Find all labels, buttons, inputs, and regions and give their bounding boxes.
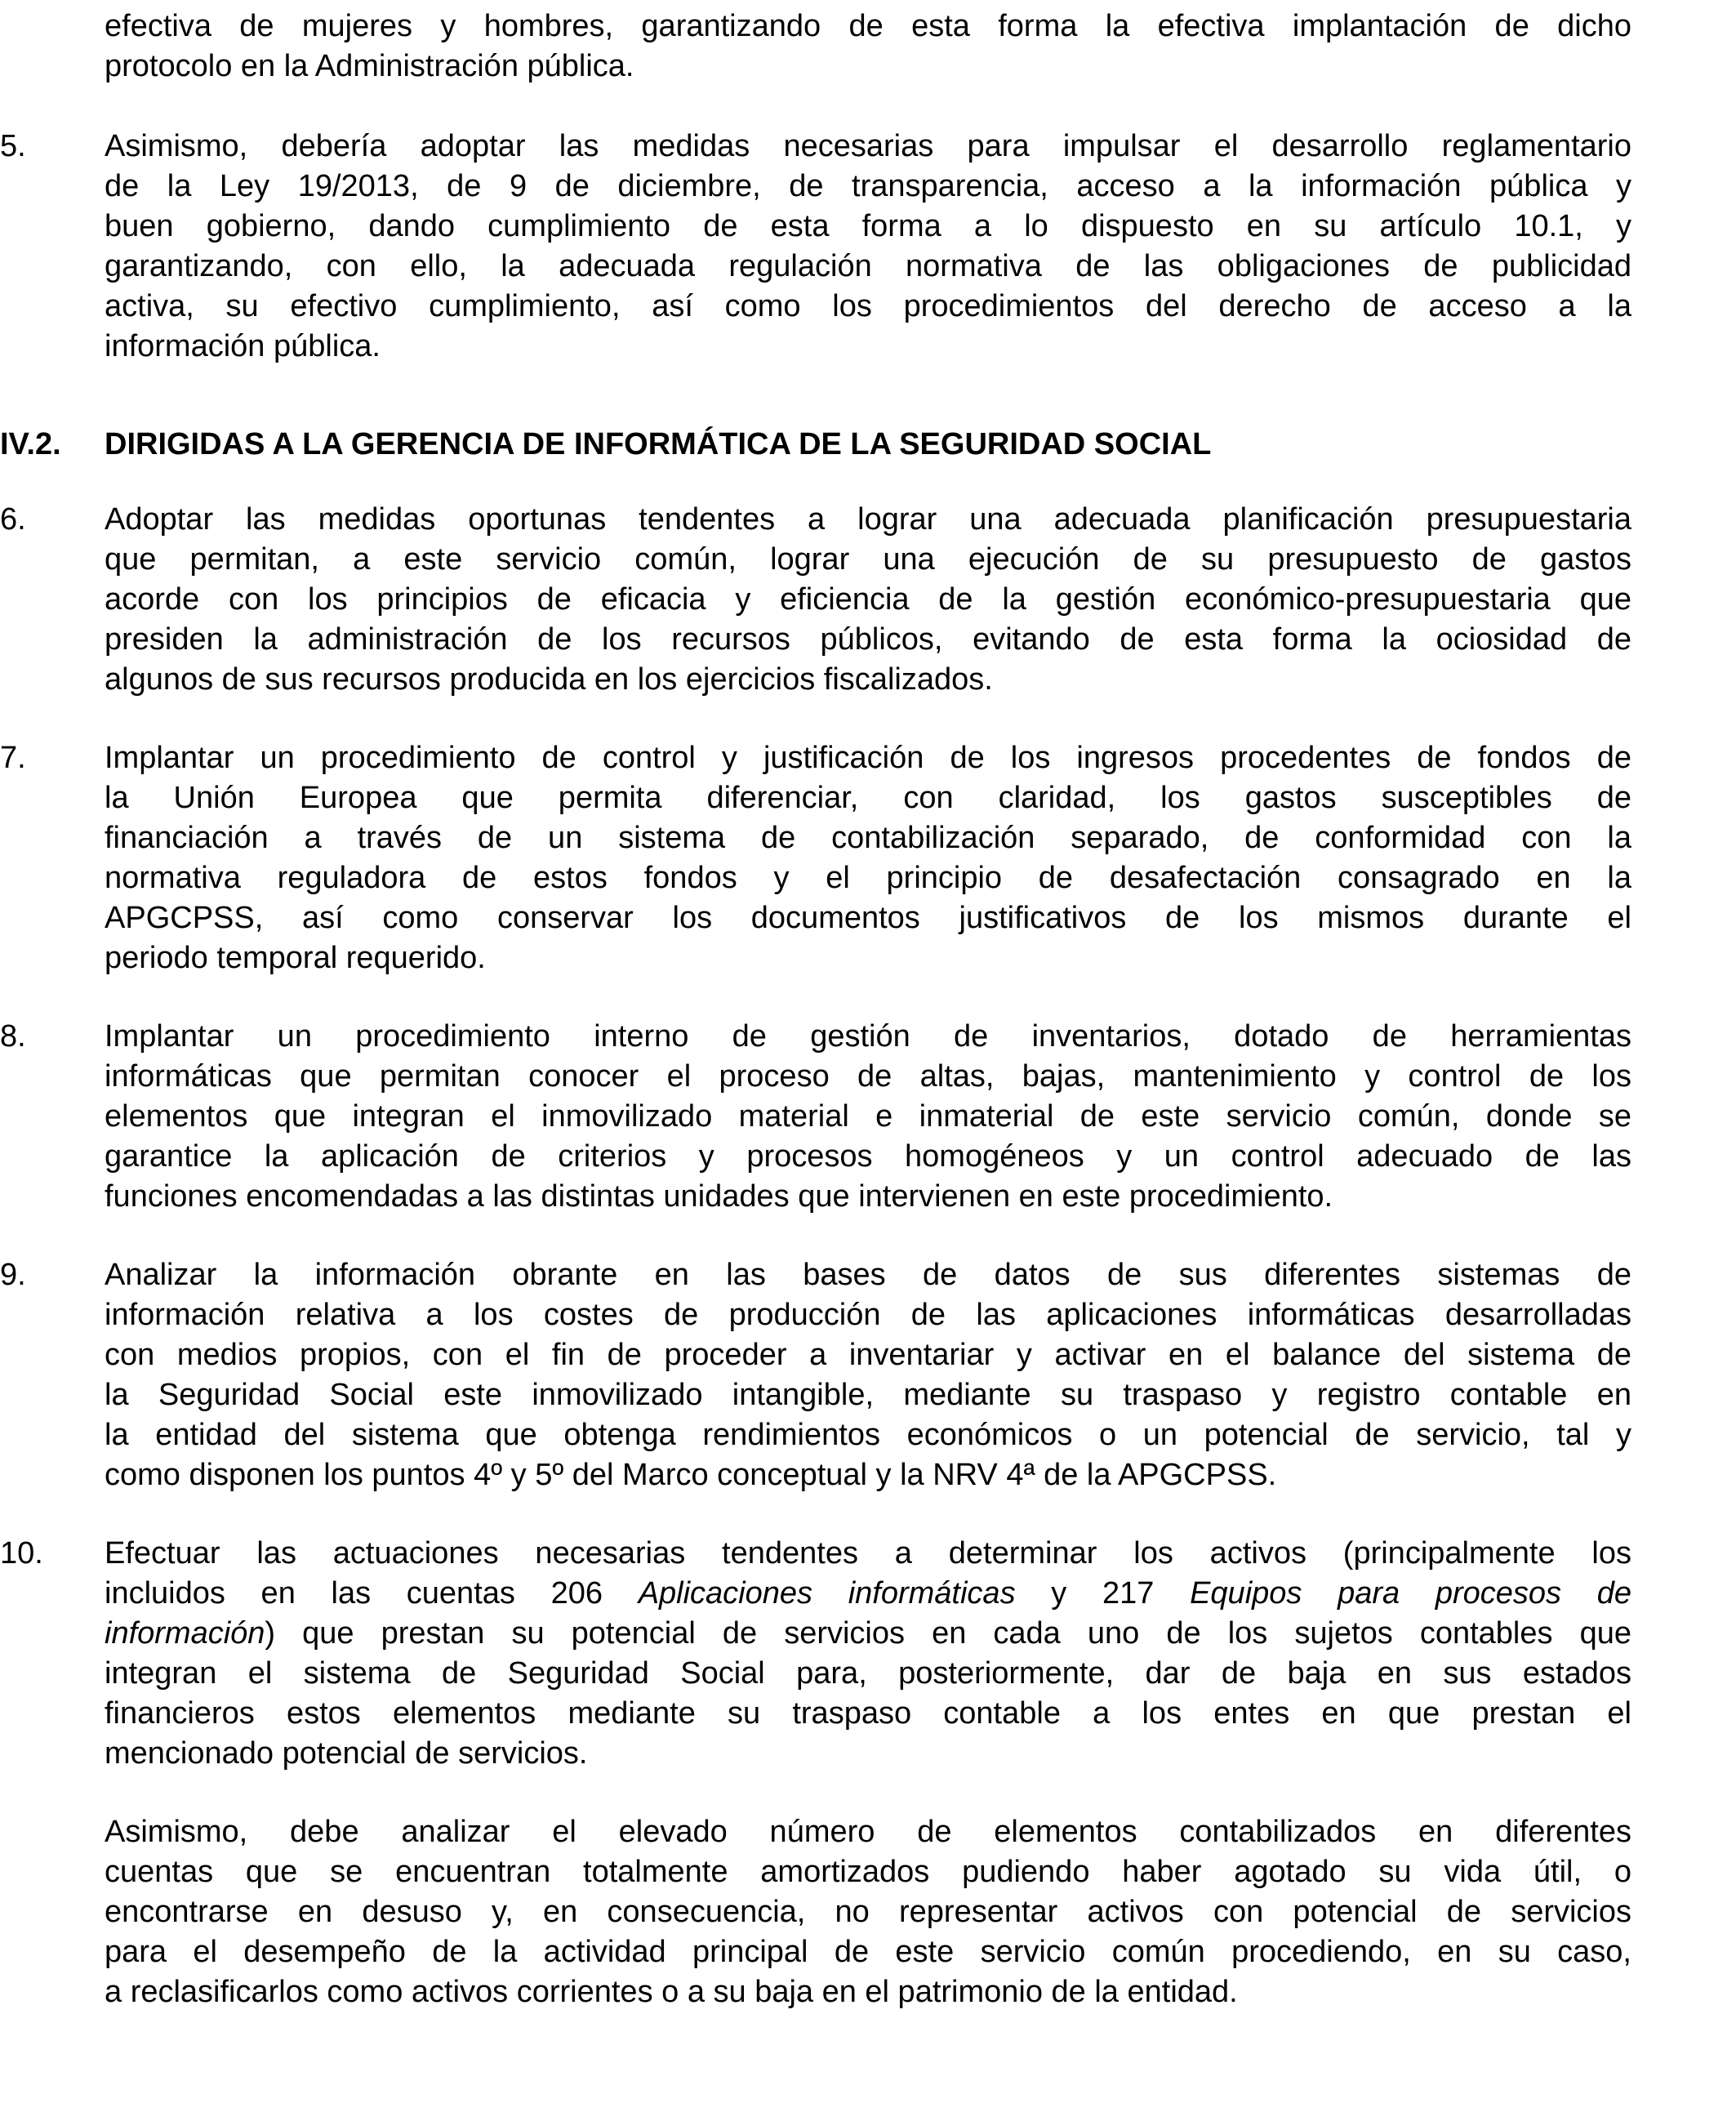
text-line: de la Ley 19/2013, de 9 de diciembre, de transparencia, acceso a la información pública y	[105, 169, 1631, 203]
section-heading	[0, 425, 1211, 465]
text-line: Asimismo, debería adoptar las medidas necesarias para impulsar el desarrollo reglamentario	[105, 129, 1631, 163]
text-line: para el desempeño de la actividad principal de este servicio común procediendo, en su caso,	[105, 1935, 1631, 1969]
paragraph-text	[105, 1017, 1631, 1217]
text-line: a reclasificarlos como activos corrientes o a su baja en el patrimonio de la entidad.	[105, 1975, 1238, 2009]
text-line: informáticas que permitan conocer el proceso de altas, bajas, mantenimiento y control de los	[105, 1059, 1631, 1094]
recommendation-5	[0, 127, 1631, 367]
text-line: encontrarse en desuso y, en consecuencia, no representar activos con potencial de servicios	[105, 1895, 1631, 1929]
text-line: funciones encomendadas a las distintas unidades que intervienen en este procedimiento.	[105, 1179, 1333, 1214]
item-number: 5.	[0, 129, 26, 163]
text-line: como disponen los puntos 4º y 5º del Marco conceptual y la NRV 4ª de la APGCPSS.	[105, 1458, 1277, 1492]
text-line: acorde con los principios de eficacia y eficiencia de la gestión económico-presupuestaria que	[105, 582, 1631, 617]
text-line-with-italics	[105, 1574, 1631, 1614]
text-line: Adoptar las medidas oportunas tendentes a lograr una adecuada planificación presupuestaria	[105, 502, 1631, 537]
text-line: algunos de sus recursos producida en los ejercicios fiscalizados.	[105, 662, 993, 697]
text-line: Efectuar las actuaciones necesarias tendentes a determinar los activos (principalmente los	[105, 1536, 1631, 1571]
paragraph-text	[105, 738, 1631, 978]
recommendation-7	[0, 738, 1631, 978]
text-line: protocolo en la Administración pública.	[105, 49, 634, 83]
text-line: garantizando, con ello, la adecuada regulación normativa de las obligaciones de publicidad	[105, 249, 1631, 283]
text-line: información pública.	[105, 329, 381, 363]
text-line: APGCPSS, así como conservar los documentos justificativos de los mismos durante el	[105, 901, 1631, 935]
text-line: con medios propios, con el fin de proceder a inventariar y activar en el balance del sistema de	[105, 1338, 1631, 1372]
text-line: Implantar un procedimiento de control y justificación de los ingresos procedentes de fondos de	[105, 741, 1631, 775]
paragraph-text	[105, 127, 1631, 367]
text-line: activa, su efectivo cumplimiento, así como los procedimientos del derecho de acceso a la	[105, 289, 1631, 323]
paragraph-text	[105, 7, 1631, 87]
paragraph-text	[105, 1812, 1631, 2012]
text-line: financiación a través de un sistema de contabilización separado, de conformidad con la	[105, 821, 1631, 855]
text-line: financieros estos elementos mediante su traspaso contable a los entes en que prestan el	[105, 1696, 1631, 1731]
text-line: efectiva de mujeres y hombres, garantizando de esta forma la efectiva implantación de dicho	[105, 9, 1631, 43]
item-number: 8.	[0, 1019, 26, 1054]
text-line: que permitan, a este servicio común, lograr una ejecución de su presupuesto de gastos	[105, 542, 1631, 577]
text-line: mencionado potencial de servicios.	[105, 1736, 588, 1771]
text-line: Analizar la información obrante en las bases de datos de sus diferentes sistemas de	[105, 1258, 1631, 1292]
text-line: la Seguridad Social este inmovilizado intangible, mediante su traspaso y registro contable en	[105, 1378, 1631, 1412]
text-line: garantice la aplicación de criterios y procesos homogéneos y un control adecuado de las	[105, 1139, 1631, 1174]
text-line: Asimismo, debe analizar el elevado número de elementos contabilizados en diferentes	[105, 1815, 1631, 1849]
text-line: presiden la administración de los recursos públicos, evitando de esta forma la ociosidad de	[105, 622, 1631, 657]
paragraph-text	[105, 1255, 1631, 1495]
italic-account-name: Equipos para procesos de	[1190, 1576, 1632, 1611]
text-line: elementos que integran el inmovilizado material e inmaterial de este servicio común, donde se	[105, 1099, 1631, 1134]
text-line: buen gobierno, dando cumplimiento de esta forma a lo dispuesto en su artículo 10.1, y	[105, 209, 1631, 243]
item-number: 9.	[0, 1258, 26, 1292]
recommendation-10-continuation	[105, 1812, 1631, 2012]
text-run: incluidos en las cuentas 206	[105, 1576, 639, 1611]
section-title: DIRIGIDAS A LA GERENCIA DE INFORMÁTICA DE LA SEGURIDAD SOCIAL	[105, 427, 1212, 461]
text-line: información relativa a los costes de producción de las aplicaciones informáticas desarrolladas	[105, 1298, 1631, 1332]
text-run: ) que prestan su potencial de servicios en cada uno de los sujetos contables que	[265, 1616, 1631, 1651]
text-line: normativa reguladora de estos fondos y el principio de desafectación consagrado en la	[105, 861, 1631, 895]
text-line: cuentas que se encuentran totalmente amortizados pudiendo haber agotado su vida útil, o	[105, 1855, 1631, 1889]
text-line-with-italics	[105, 1614, 1631, 1654]
text-line: la Unión Europea que permita diferenciar, con claridad, los gastos susceptibles de	[105, 781, 1631, 815]
italic-account-name: información	[105, 1616, 265, 1651]
item-number: 10.	[0, 1536, 43, 1571]
paragraph-text	[105, 1534, 1631, 1774]
recommendation-10	[0, 1534, 1632, 1774]
text-line: integran el sistema de Seguridad Social para, posteriormente, dar de baja en sus estados	[105, 1656, 1631, 1691]
text-line: la entidad del sistema que obtenga rendimientos económicos o un potencial de servicio, tal y	[105, 1418, 1631, 1452]
recommendation-6	[0, 500, 1631, 700]
text-run: y 217	[1015, 1576, 1191, 1611]
section-number: IV.2.	[0, 427, 61, 461]
paragraph-text	[105, 500, 1631, 700]
text-line: periodo temporal requerido.	[105, 941, 486, 975]
continuation-paragraph	[105, 7, 1631, 87]
recommendation-9	[0, 1255, 1631, 1495]
item-number: 6.	[0, 502, 26, 537]
text-line: Implantar un procedimiento interno de gestión de inventarios, dotado de herramientas	[105, 1019, 1631, 1054]
item-number: 7.	[0, 741, 26, 775]
italic-account-name: Aplicaciones informáticas	[638, 1576, 1016, 1611]
recommendation-8	[0, 1017, 1631, 1217]
